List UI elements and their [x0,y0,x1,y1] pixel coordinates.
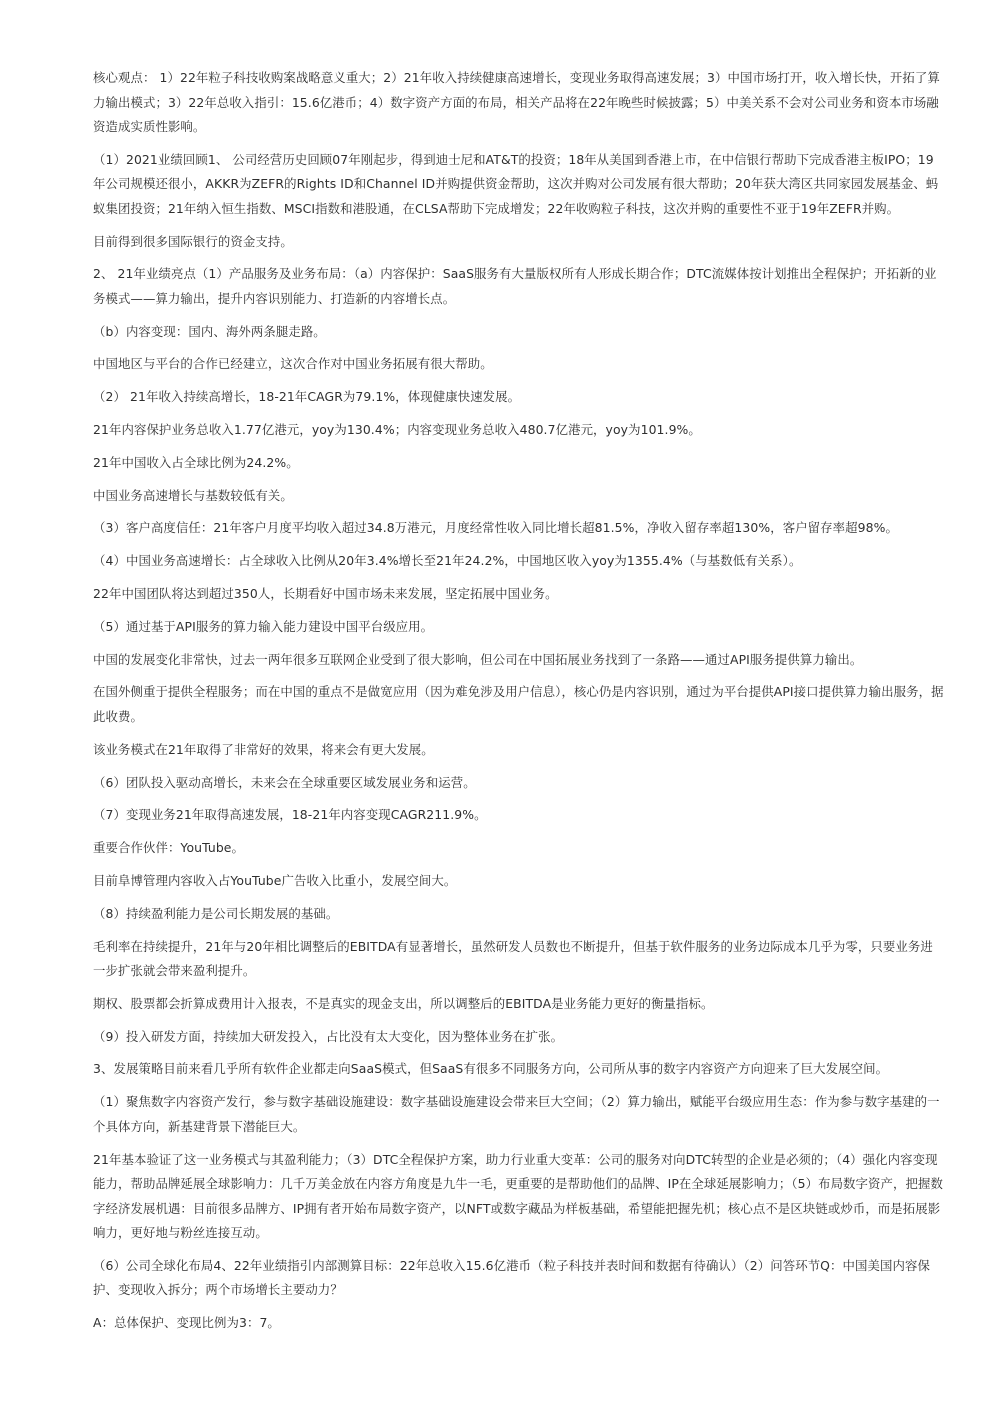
paragraph-options-ebitda: 期权、股票都会折算成费用计入报表，不是真实的现金支出，所以调整后的EBITDA是业务能力更好的衡量指标。 [93,995,714,1011]
paragraph-highlights-products: 2、 21年业绩亮点（1）产品服务及业务布局：（a）内容保护：SaaS服务有大量版权所有人形成长期合作；DTC流媒体按计划推出全程保护；开拓新的业务模式——算力输出，提升内容识别能力、打造新的内容增长点。 [93,266,937,306]
paragraph-china-team: 22年中国团队将达到超过350人，长期看好中国市场未来发展，坚定拓展中国业务。 [93,586,558,602]
paragraph-revenue-growth: （2） 21年收入持续高增长，18-21年CAGR为79.1%，体现健康快速发展。 [93,389,521,405]
paragraph-low-base: 中国业务高速增长与基数较低有关。 [93,487,293,503]
paragraph-model-results: 该业务模式在21年取得了非常好的效果，将来会有更大发展。 [93,741,434,757]
paragraph-china-growth: （4）中国业务高速增长：占全球收入比例从20年3.4%增长至21年24.2%，中国地区收入yoy为1355.4%（与基数低有关系）。 [93,553,802,569]
paragraph-digital-infrastructure: （1）聚焦数字内容资产发行，参与数字基础设施建设：数字基础设施建设会带来巨大空间；（2）算力输出，赋能平台级应用生态：作为参与数字基建的一个具体方向，新基建背景下潜能巨大。 [93,1094,940,1134]
document-body [93,66,945,1344]
paragraph-core-views: 核心观点： 1）22年粒子科技收购案战略意义重大；2）21年收入持续健康高速增长，变现业务取得高速发展；3）中国市场打开，收入增长快，开拓了算力输出模式；3）22年总收入指引：15.6亿港币；4）数字资产方面的布局，相关产品将在22年晚些时候披露；5）中美关系不会对公司业务和资本市场融资造成实质性影响。 [93,70,940,134]
paragraph-bank-support: 目前得到很多国际银行的资金支持。 [93,233,293,249]
paragraph-segment-revenue: 21年内容保护业务总收入1.77亿港元，yoy为130.4%；内容变现业务总收入480.7亿港元，yoy为101.9%。 [93,422,701,438]
paragraph-china-partnership: 中国地区与平台的合作已经建立，这次合作对中国业务拓展有很大帮助。 [93,356,493,372]
paragraph-history-review: （1）2021业绩回顾1、 公司经营历史回顾07年刚起步，得到迪士尼和AT&T的投资；18年从美国到香港上市，在中信银行帮助下完成香港主板IPO；19年公司规模还很小，AKKR为ZEFR的Rights ID和Channel ID并购提供资金帮助，这次并购对公司发展有很大帮助；20年获大湾区共同家园发展基金、蚂蚁集团投资；21年纳入恒生指数、MSCI指数和港股通，在CLSA帮助下完成增发；22年收购粒子科技，这次并购的重要性不亚于19年ZEFR并购。 [93,151,939,216]
paragraph-china-share: 21年中国收入占全球比例为24.2%。 [93,454,299,470]
paragraph-profitability: （8）持续盈利能力是公司长期发展的基础。 [93,905,339,921]
paragraph-overseas-vs-china: 在国外侧重于提供全程服务；而在中国的重点不是做宽应用（因为难免涉及用户信息），核心仍是内容识别，通过为平台提供API接口提供算力输出服务，据此收费。 [93,684,944,724]
paragraph-key-partner: 重要合作伙伴：YouTube。 [93,840,245,856]
paragraph-strategy-saas: 3、发展策略目前来看几乎所有软件企业都走向SaaS模式，但SaaS有很多不同服务方向，公司所从事的数字内容资产方向迎来了巨大发展空间。 [93,1061,889,1077]
paragraph-content-monetization: （b）内容变现：国内、海外两条腿走路。 [93,323,326,339]
paragraph-youtube-share: 目前阜博管理内容收入占YouTube广告收入比重小，发展空间大。 [93,872,457,888]
paragraph-gross-margin: 毛利率在持续提升，21年与20年相比调整后的EBITDA有显著增长，虽然研发人员数也不断提升，但基于软件服务的业务边际成本几乎为零，只要业务进一步扩张就会带来盈利提升。 [93,938,933,979]
paragraph-china-changes: 中国的发展变化非常快，过去一两年很多互联网企业受到了很大影响，但公司在中国拓展业务找到了一条路——通过API服务提供算力输出。 [93,651,863,667]
paragraph-business-validation: 21年基本验证了这一业务模式与其盈利能力；（3）DTC全程保护方案，助力行业重大变革：公司的服务对向DTC转型的企业是必须的；（4）强化内容变现能力，帮助品牌延展全球影响力：几千万美金放在内容方角度是九牛一毛，更重要的是帮助他们的品牌、IP在全球延展影响力；（5）布局数字资产，把握数字经济发展机遇：目前很多品牌方、IP拥有者开始布局数字资产，以NFT或数字藏品为样板基础，希望能把握先机；核心点不是区块链或炒币，而是拓展影响力，更好地与粉丝连接互动。 [93,1151,943,1241]
paragraph-rnd: （9）投入研发方面，持续加大研发投入，占比没有太大变化，因为整体业务在扩张。 [93,1028,564,1044]
paragraph-guidance-qa: （6）公司全球化布局4、22年业绩指引内部测算目标：22年总收入15.6亿港币（粒子科技并表时间和数据有待确认）（2）问答环节Q：中国美国内容保护、变现收入拆分；两个市场增长主要动力？ [93,1257,930,1298]
paragraph-api-platform: （5）通过基于API服务的算力输入能力建设中国平台级应用。 [93,618,434,634]
paragraph-monetization-cagr: （7）变现业务21年取得高速发展，18-21年内容变现CAGR211.9%。 [93,807,487,823]
paragraph-answer: A：总体保护、变现比例为3：7。 [93,1315,280,1331]
paragraph-team-investment: （6）团队投入驱动高增长，未来会在全球重要区域发展业务和运营。 [93,774,476,790]
paragraph-customer-trust: （3）客户高度信任：21年客户月度平均收入超过34.8万港元，月度经常性收入同比增长超81.5%，净收入留存率超130%，客户留存率超98%。 [93,520,898,536]
